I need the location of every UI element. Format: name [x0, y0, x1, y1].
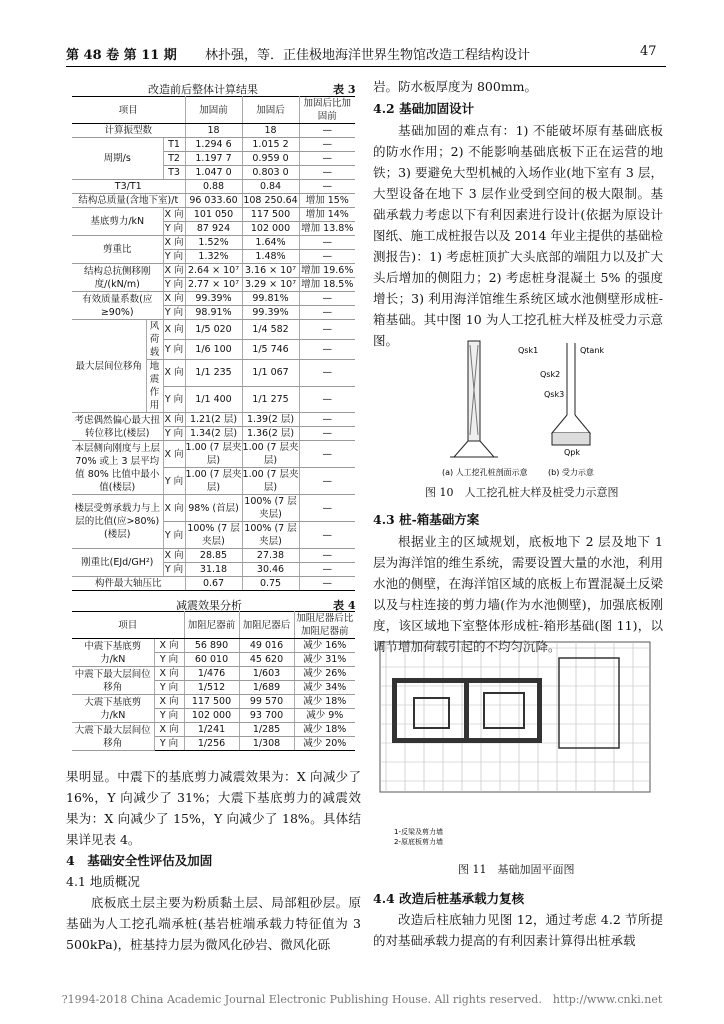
figure-10: [440, 335, 620, 485]
fig10-sub-a: (a) 人工挖孔桩剖面示意: [442, 468, 528, 477]
table-cell: 1.015 2: [242, 138, 299, 152]
table-cell: 18: [242, 124, 299, 138]
table-cell: 风荷载: [146, 320, 163, 360]
table-cell: Y 向: [164, 428, 184, 439]
table-cell: —: [299, 563, 355, 577]
table-cell: X 向: [164, 237, 184, 248]
table-cell: 减少 20%: [294, 737, 355, 751]
table-cell: 减少 26%: [294, 667, 355, 681]
table-cell: 1.34(2 层): [185, 427, 242, 441]
table-cell: 1/1 400: [185, 386, 242, 413]
section-4-heading: 4 基础安全性评估及加固: [66, 853, 213, 868]
reinforced-region: [392, 658, 619, 748]
table-cell: —: [299, 360, 355, 387]
table-cell: 1.00 (7 层夹层): [185, 469, 242, 493]
table-cell: 加阻尼器后: [239, 612, 294, 639]
table-cell: 102 000: [242, 222, 299, 236]
running-title: 林扑强，等．正佳极地海洋世界生物馆改造工程结构设计: [205, 48, 531, 63]
copyright-footer: ?1994-2018 China Academic Journal Electronic Publishing House. All rights reserved. http://www.cnki.net: [61, 993, 663, 1006]
table-cell: —: [299, 124, 355, 138]
table-cell: 1.48%: [242, 250, 299, 264]
plan-grid: [380, 642, 650, 792]
table-cell: X 向: [154, 639, 184, 653]
table-cell: Y 向: [154, 681, 184, 695]
table-cell: X 向: [154, 695, 184, 709]
table-cell: 1.21(2 层): [185, 413, 242, 427]
table-row: [72, 549, 355, 563]
table-cell: 有效质量系数(应≥90%): [72, 292, 163, 320]
table-cell: 2.77 × 10⁷: [185, 278, 242, 292]
table-cell: 增加 18.5%: [299, 278, 355, 292]
table-row: [72, 124, 355, 138]
table-cell: —: [299, 306, 355, 320]
table-cell: 1/603: [239, 667, 294, 681]
plan-outline: [380, 642, 650, 792]
table-cell: 1/476: [184, 667, 239, 681]
table-cell: 1.52%: [185, 236, 242, 250]
table-cell: 中震下最大层间位移角: [72, 667, 154, 695]
table-cell: 1/512: [184, 681, 239, 695]
table-cell: —: [299, 166, 355, 180]
table-cell: —: [299, 320, 355, 340]
table-cell: 减少 31%: [294, 653, 355, 667]
table-cell: 刚重比(EJd/GH²): [72, 549, 163, 577]
fig11-legend-2: 2-原底板剪力墙: [394, 838, 443, 846]
table-row: [72, 723, 355, 737]
table-cell: —: [299, 180, 355, 194]
table-cell: 3.29 × 10⁷: [242, 278, 299, 292]
table-cell: T2: [163, 152, 185, 166]
table3: [72, 96, 355, 591]
table-cell: 减少 16%: [294, 639, 355, 653]
table-header-row: [72, 97, 355, 124]
table-header-row: [72, 612, 355, 639]
table-cell: —: [299, 468, 355, 495]
table-cell: 1.047 0: [185, 166, 242, 180]
table-cell: Y 向: [154, 653, 184, 667]
table-cell: Y 向: [154, 709, 184, 723]
label-qpk: Qpk: [564, 448, 581, 457]
table-cell: —: [299, 340, 355, 360]
table-cell: 100% (7 层夹层): [242, 522, 299, 549]
table-cell: 99.39%: [242, 306, 299, 320]
table-row: [72, 495, 355, 522]
table-cell: Y 向: [163, 522, 185, 549]
table-cell: 2.64 × 10⁷: [185, 264, 242, 278]
figure-10-caption: 图 10 人工挖孔桩大样及桩受力示意图: [425, 486, 619, 499]
table-cell: 中震下基底剪力/kN: [72, 639, 154, 667]
table-cell: 27.38: [242, 549, 299, 563]
right-paragraph-2: 根据业主的区域规划，底板地下 2 层及地下 1 层为海洋馆的维生系统，需要设置大量的水池，利用水池的侧壁，在海洋馆区域的底板上布置混凝土反梁以及与柱连接的剪力墙(作为水池侧壁)，加强底板刚度，该区域地下室整体形成桩-箱形基础(图 11)，以调节增加荷载引起的不均匀沉降。: [373, 534, 663, 654]
table-cell: 项目: [72, 97, 185, 124]
table-cell: 0.75: [242, 577, 299, 591]
table-cell: 0.803 0: [242, 166, 299, 180]
table-cell: 基底剪力/kN: [72, 208, 163, 236]
table-cell: 1/1 235: [185, 360, 242, 387]
table-cell: 1/5 020: [185, 320, 242, 340]
table-cell: T3/T1: [72, 180, 185, 194]
table-cell: 1.00 (7 层夹层): [242, 469, 299, 493]
table-cell: 1.00 (7 层夹层): [185, 442, 242, 466]
table-cell: 减少 18%: [294, 695, 355, 709]
table-cell: —: [299, 427, 355, 441]
table-cell: —: [299, 441, 355, 468]
table3-title: 改造前后整体计算结果: [148, 83, 258, 96]
table-cell: T3: [163, 166, 185, 180]
table-cell: 60 010: [184, 653, 239, 667]
table-cell: 99.39%: [185, 292, 242, 306]
table-cell: Y 向: [164, 251, 184, 262]
table-cell: 项目: [72, 612, 184, 639]
table-cell: 1.39(2 层): [242, 413, 299, 427]
table-cell: 31.18: [185, 563, 242, 577]
table-row: [72, 180, 355, 194]
table-cell: X 向: [154, 667, 184, 681]
table-cell: 1/5 746: [242, 340, 299, 360]
table-cell: Y 向: [164, 564, 184, 575]
table-cell: 减少 34%: [294, 681, 355, 695]
table-cell: 加固前: [185, 97, 242, 124]
table-cell: —: [299, 292, 355, 306]
table-cell: 1.197 7: [185, 152, 242, 166]
table-row: [72, 413, 355, 427]
table-cell: 1/1 275: [242, 386, 299, 413]
table-cell: 87 924: [185, 222, 242, 236]
table-cell: —: [299, 495, 355, 522]
table-cell: —: [299, 522, 355, 549]
table-cell: 增加 13.8%: [299, 222, 355, 236]
figure-11: [374, 638, 664, 850]
table-cell: —: [299, 138, 355, 152]
right-paragraph-3: 改造后柱底轴力见图 12，通过考虑 4.2 节所提的对基础承载力提高的有利因素计算得出桩承载: [373, 912, 663, 948]
header-rule: [66, 66, 666, 67]
fig10-sub-b: (b) 受力示意: [548, 468, 594, 477]
table-cell: 1.294 6: [185, 138, 242, 152]
table-cell: 0.67: [185, 577, 242, 591]
table-cell: 101 050: [185, 208, 242, 222]
table-cell: 18: [185, 124, 242, 138]
section-4-3-heading: 4.3 桩-箱基础方案: [373, 512, 480, 527]
left-paragraph-2: 底板底土层主要为粉质黏土层、局部粗砂层。原基础为人工挖孔端承桩(基岩桩端承载力特征值为 3 500kPa)，桩基持力层为微风化砂岩、微风化砾: [66, 895, 361, 952]
label-qsk1: Qsk1: [518, 346, 539, 355]
table-cell: 减少 9%: [294, 709, 355, 723]
table-cell: 98% (首层): [185, 495, 242, 522]
table-cell: —: [299, 250, 355, 264]
table-cell: 98.91%: [185, 306, 242, 320]
table-cell: Y 向: [163, 386, 185, 413]
table-cell: 本层侧向刚度与上层 70% 或上 3 层平均值 80% 比值中最小值(楼层): [72, 441, 163, 495]
table-cell: 0.959 0: [242, 152, 299, 166]
table-cell: 99 570: [239, 695, 294, 709]
table-cell: 1/689: [239, 681, 294, 695]
table-cell: —: [299, 549, 355, 563]
table-row: [72, 577, 355, 591]
table-cell: Y 向: [163, 340, 185, 360]
pile-section-drawing: [450, 341, 498, 457]
table-row: [72, 639, 355, 653]
table-row: [72, 320, 355, 340]
right-paragraph-0: 岩。防水板厚度为 800mm。: [373, 79, 538, 94]
table-row: [72, 194, 355, 208]
table3-number: 表 3: [333, 83, 356, 96]
table-cell: —: [299, 413, 355, 427]
table-cell: 加阻尼器前: [184, 612, 239, 639]
table-cell: 100% (7 层夹层): [185, 522, 242, 549]
table-cell: 100% (7 层夹层): [242, 495, 299, 522]
table-cell: 1/6 100: [185, 340, 242, 360]
table-cell: 减少 18%: [294, 723, 355, 737]
table-cell: 1/285: [239, 723, 294, 737]
table4-title: 减震效果分析: [176, 599, 242, 612]
table-cell: X 向: [164, 414, 184, 425]
label-qsk3: Qsk3: [544, 390, 565, 399]
table-cell: —: [299, 152, 355, 166]
table-row: [72, 695, 355, 709]
table-cell: 117 500: [184, 695, 239, 709]
table-cell: 93 700: [239, 709, 294, 723]
table-cell: 45 620: [239, 653, 294, 667]
table-cell: —: [299, 236, 355, 250]
table-cell: X 向: [163, 360, 185, 387]
table-cell: 加阻尼器后比加阻尼器前: [294, 612, 355, 639]
table-cell: 99.81%: [242, 292, 299, 306]
section-4-1-heading: 4.1 地质概况: [66, 874, 140, 889]
table-cell: 102 000: [184, 709, 239, 723]
label-qsk2: Qsk2: [540, 370, 561, 379]
table-cell: 1/256: [184, 737, 239, 751]
table-row: [72, 236, 355, 250]
section-4-4-heading: 4.4 改造后桩基承载力复核: [373, 891, 525, 906]
table-cell: X 向: [164, 550, 184, 561]
table-cell: 最大层间位移角: [72, 320, 146, 413]
table-cell: X 向: [164, 293, 184, 304]
table-row: [72, 441, 355, 468]
table-row: [72, 138, 355, 152]
table-cell: Y 向: [154, 737, 184, 751]
table-cell: 1/308: [239, 737, 294, 751]
table-cell: 3.16 × 10⁷: [242, 264, 299, 278]
table-cell: 加固后比加固前: [299, 97, 355, 124]
table-cell: 1/241: [184, 723, 239, 737]
table-cell: 1.32%: [185, 250, 242, 264]
figure-11-caption: 图 11 基础加固平面图: [458, 863, 575, 876]
left-paragraph-1: 果明显。中震下的基底剪力减震效果为：X 向减少了 16%，Y 向减少了 31%；大震下基底剪力的减震效果为：X 向减少了 15%，Y 向减少了 18%。具体结果详见表 4。: [66, 769, 361, 847]
table-cell: X 向: [163, 495, 185, 522]
table-cell: 49 016: [239, 639, 294, 653]
table-cell: X 向: [164, 265, 184, 276]
section-4-2-heading: 4.2 基础加固设计: [373, 101, 475, 116]
table-cell: X 向: [163, 320, 185, 340]
table-cell: 108 250.64: [243, 195, 298, 206]
table-cell: 结构总质量(含地下室)/t: [72, 194, 185, 208]
table-cell: 117 500: [242, 208, 299, 222]
table-cell: 56 890: [184, 639, 239, 653]
table-cell: 30.46: [242, 563, 299, 577]
table-cell: 28.85: [185, 549, 242, 563]
table-cell: X 向: [154, 723, 184, 737]
table-cell: T1: [163, 138, 185, 152]
table-cell: 大震下最大层间位移角: [72, 723, 154, 751]
table-cell: 1/4 582: [242, 320, 299, 340]
table-cell: 剪重比: [72, 236, 163, 264]
table-cell: Y 向: [163, 468, 185, 495]
table-cell: 周期/s: [72, 138, 163, 180]
table-row: [72, 208, 355, 222]
table-cell: 计算振型数: [72, 124, 185, 138]
table-cell: —: [299, 577, 355, 591]
table-cell: 结构总抗侧移刚度/(kN/m): [72, 264, 163, 292]
table-cell: 1.64%: [242, 236, 299, 250]
right-paragraph-1: 基础加固的难点有：1) 不能破坏原有基础底板的防水作用；2) 不能影响基础底板下正在运营的地铁；3) 要避免大型机械的入场作业(地下室有 3 层，大型设备在地下 3 层作业受到空间的极大限制。基础承载力考虑以下有利因素进行设计(依据为原设计图纸、施工成桩报告以及 2014 年业主提供的基础检测报告)：1) 考虑桩顶扩大头底部的端阻力以及扩大头后增加的侧阻力；2) 考虑桩身混凝土 5% 的强度增长；3) 利用海洋馆维生系统区域水池侧壁形成桩-箱基础。其中图 10 为人工挖孔桩大样及桩受力示意图。: [373, 123, 663, 348]
page-number: 47: [640, 44, 657, 59]
table-cell: 0.84: [242, 180, 299, 194]
table-cell: 1/1 067: [242, 360, 299, 387]
table-cell: 增加 14%: [299, 208, 355, 222]
table-cell: 考虑偶然偏心最大扭转位移比(楼层): [72, 413, 163, 441]
table-cell: 增加 15%: [299, 194, 355, 208]
table-cell: 加固后: [242, 97, 299, 124]
table-cell: 增加 19.6%: [299, 264, 355, 278]
table4: [72, 611, 355, 751]
table-cell: 1.36(2 层): [242, 427, 299, 441]
table-cell: 1.00 (7 层夹层): [242, 442, 299, 466]
table-cell: 楼层受剪承载力与上层的比值(应>80%)(楼层): [72, 495, 163, 549]
table-row: [72, 292, 355, 306]
table-cell: Y 向: [164, 279, 184, 290]
table-cell: X 向: [163, 441, 185, 468]
fig11-legend-1: 1-反梁及剪力墙: [394, 828, 443, 836]
table-cell: 构件最大轴压比: [72, 577, 185, 591]
table-cell: —: [299, 386, 355, 413]
table4-number: 表 4: [333, 599, 356, 612]
table-cell: 96 033.60: [185, 194, 242, 208]
table-cell: Y 向: [164, 307, 184, 318]
journal-volume: 第 48 卷 第 11 期: [66, 48, 177, 63]
table-cell: Y 向: [164, 223, 184, 234]
table-row: [72, 264, 355, 278]
table-cell: 地震作用: [146, 360, 163, 413]
label-qtank: Qtank: [580, 346, 605, 355]
table-cell: X 向: [164, 209, 184, 220]
table-row: [72, 667, 355, 681]
table-cell: 大震下基底剪力/kN: [72, 695, 154, 723]
table-cell: 0.88: [185, 180, 242, 194]
